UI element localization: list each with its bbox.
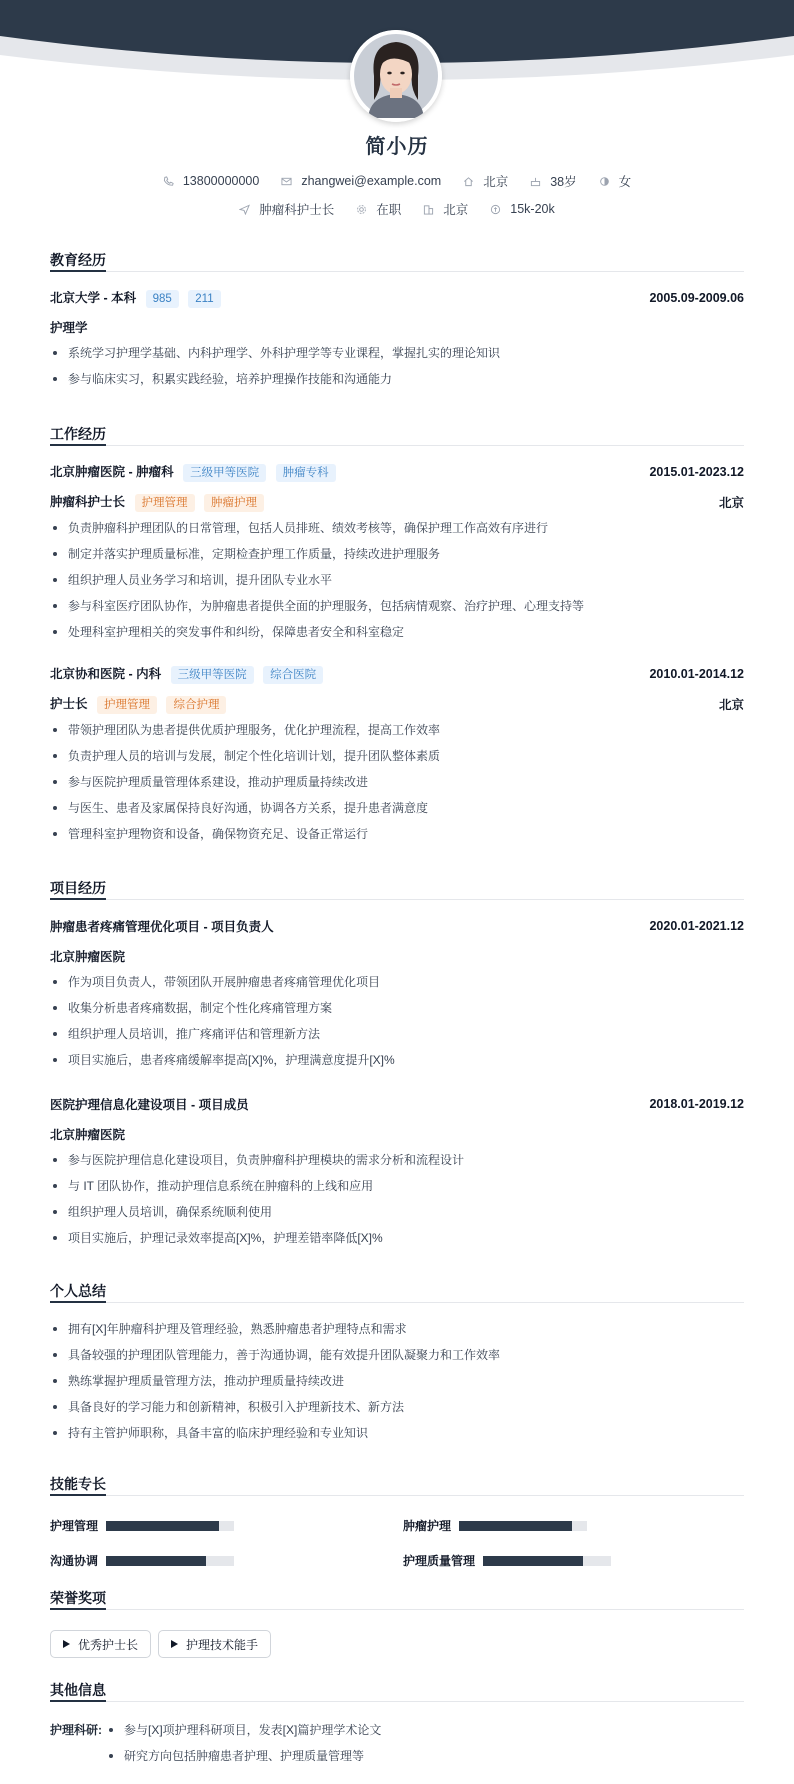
project-org: 北京肿瘤医院 (50, 950, 126, 964)
skill-item: 护理质量管理 (403, 1552, 611, 1569)
company-tag: 综合医院 (263, 666, 323, 684)
gender-icon (599, 176, 610, 187)
age-item (530, 172, 576, 190)
list-item: 项目实施后，护理记录效率提高[X]%，护理差错率降低[X]% (50, 1225, 744, 1251)
section-title: 技能专长 (50, 1473, 744, 1496)
title-item (239, 200, 334, 218)
role-tag: 护理管理 (135, 494, 195, 512)
skill-item: 沟通协调 (50, 1552, 234, 1569)
list-item: 收集分析患者疼痛数据，制定个性化疼痛管理方案 (50, 995, 744, 1021)
email-text: zhangwei@example.com (301, 174, 442, 188)
list-item: 组织护理人员培训，确保系统顺利使用 (50, 1199, 744, 1225)
project-title: 肿瘤患者疼痛管理优化项目 - 项目负责人 (50, 920, 274, 934)
company-tag: 三级甲等医院 (183, 464, 266, 482)
award-badge: 护理技术能手 (158, 1630, 271, 1658)
phone-icon (163, 176, 174, 187)
section-title: 荣誉奖项 (50, 1587, 744, 1610)
project-date: 2020.01-2021.12 (649, 919, 744, 933)
list-item: 拥有[X]年肿瘤科护理及管理经验，熟悉肿瘤患者护理特点和需求 (50, 1316, 744, 1342)
other-label: 护理科研: (50, 1723, 102, 1737)
list-item: 参与医院护理信息化建设项目，负责肿瘤科护理模块的需求分析和流程设计 (50, 1147, 744, 1173)
list-item: 熟练掌握护理质量管理方法，推动护理质量持续改进 (50, 1368, 744, 1394)
list-item: 具备良好的学习能力和创新精神，积极引入护理新技术、新方法 (50, 1394, 744, 1420)
section-title: 其他信息 (50, 1679, 744, 1702)
candidate-name: 简小历 (365, 136, 429, 158)
list-item: 项目实施后，患者疼痛缓解率提高[X]%，护理满意度提升[X]% (50, 1047, 744, 1073)
phone-text: 13800000000 (182, 174, 260, 188)
city-item (463, 172, 508, 190)
role-name: 肿瘤科护士长 护理管理 肿瘤护理 (50, 492, 264, 512)
work-bullets (50, 717, 744, 847)
awards-section (50, 1587, 744, 1610)
list-item: 负责肿瘤科护理团队的日常管理，包括人员排班、绩效考核等，确保护理工作高效有序进行 (50, 515, 744, 541)
work-location: 北京 (718, 698, 744, 712)
skill-bar-fill (483, 1556, 583, 1566)
work-bullets (50, 515, 744, 645)
school-tag: 211 (188, 290, 220, 308)
education-bullets (50, 340, 744, 392)
skill-bar (459, 1521, 587, 1531)
avatar (350, 30, 442, 122)
education-date: 2005.09-2009.06 (649, 291, 744, 305)
list-item: 具备较强的护理团队管理能力，善于沟通协调，能有效提升团队凝聚力和工作效率 (50, 1342, 744, 1368)
company-tag: 肿瘤专科 (276, 464, 336, 482)
list-item: 作为项目负责人，带领团队开展肿瘤患者疼痛管理优化项目 (50, 969, 744, 995)
other-bullets (106, 1717, 706, 1769)
list-item: 参与医院护理质量管理体系建设，推动护理质量持续改进 (50, 769, 744, 795)
section-title: 项目经历 (50, 877, 744, 900)
project-org: 北京肿瘤医院 (50, 1128, 126, 1142)
project-date: 2018.01-2019.12 (649, 1097, 744, 1111)
skill-bar (106, 1521, 234, 1531)
skill-bar-fill (106, 1521, 219, 1531)
role-name: 护士长 护理管理 综合护理 (50, 694, 226, 714)
school-tag: 985 (146, 290, 179, 308)
company-name: 北京肿瘤医院 - 肿瘤科 三级甲等医院 肿瘤专科 (50, 462, 336, 482)
gear-icon (356, 204, 367, 215)
section-title: 工作经历 (50, 423, 744, 446)
major: 护理学 (50, 321, 88, 335)
list-item: 负责护理人员的培训与发展，制定个性化培训计划，提升团队整体素质 (50, 743, 744, 769)
age-text: 38岁 (550, 175, 577, 189)
work-date: 2015.01-2023.12 (649, 465, 744, 479)
list-item: 研究方向包括肿瘤患者护理、护理质量管理等 (106, 1743, 706, 1769)
email-item (281, 174, 441, 188)
work-date: 2010.01-2014.12 (649, 667, 744, 681)
list-item: 组织护理人员培训，推广疼痛评估和管理新方法 (50, 1021, 744, 1047)
list-item: 制定并落实护理质量标准，定期检查护理工作质量，持续改进护理服务 (50, 541, 744, 567)
section-title: 个人总结 (50, 1280, 744, 1303)
status-item (356, 200, 401, 218)
role-tag: 肿瘤护理 (204, 494, 264, 512)
contact-row (0, 172, 794, 190)
salary-item (490, 202, 554, 216)
job-intent-row (0, 200, 794, 218)
target-title-text: 肿瘤科护士长 (259, 203, 335, 217)
gender-text: 女 (618, 175, 632, 189)
skill-item: 护理管理 (50, 1517, 234, 1534)
list-item: 系统学习护理学基础、内科护理学、外科护理学等专业课程，掌握扎实的理论知识 (50, 340, 744, 366)
play-icon (63, 1640, 70, 1648)
list-item: 处理科室护理相关的突发事件和纠纷，保障患者安全和科室稳定 (50, 619, 744, 645)
target-city-text: 北京 (443, 203, 469, 217)
phone-item (163, 174, 259, 188)
skill-bar-fill (106, 1556, 206, 1566)
salary-text: 15k-20k (510, 202, 555, 216)
list-item: 参与科室医疗团队协作，为肿瘤患者提供全面的护理服务，包括病情观察、治疗护理、心理支持等 (50, 593, 744, 619)
gender-item (599, 172, 632, 190)
city-text: 北京 (483, 175, 509, 189)
school-name: 北京大学 - 本科 985 211 (50, 288, 221, 308)
list-item: 持有主管护师职称，具备丰富的临床护理经验和专业知识 (50, 1420, 744, 1446)
list-item: 管理科室护理物资和设备，确保物资充足、设备正常运行 (50, 821, 744, 847)
skill-bar (483, 1556, 611, 1566)
work-location: 北京 (718, 496, 744, 510)
list-item: 组织护理人员业务学习和培训，提升团队专业水平 (50, 567, 744, 593)
skills-section (50, 1473, 744, 1496)
skill-bar-fill (459, 1521, 572, 1531)
list-item: 带领护理团队为患者提供优质护理服务，优化护理流程，提高工作效率 (50, 717, 744, 743)
project-bullets (50, 969, 744, 1073)
section-title: 教育经历 (50, 249, 744, 272)
role-tag: 综合护理 (166, 696, 226, 714)
projects-section (50, 877, 744, 900)
summary-section (50, 1280, 744, 1303)
list-item: 参与[X]项护理科研项目，发表[X]篇护理学术论文 (106, 1717, 706, 1743)
company-name: 北京协和医院 - 内科 三级甲等医院 综合医院 (50, 664, 323, 684)
target-city-item (423, 200, 468, 218)
status-text: 在职 (376, 203, 402, 217)
list-item: 与医生、患者及家属保持良好沟通，协调各方关系，提升患者满意度 (50, 795, 744, 821)
skill-bar (106, 1556, 234, 1566)
education-section (50, 249, 744, 272)
home-icon (463, 176, 474, 187)
send-icon (239, 204, 250, 215)
coin-icon (490, 204, 501, 215)
building-icon (423, 204, 434, 215)
work-section (50, 423, 744, 446)
award-badge: 优秀护士长 (50, 1630, 151, 1658)
list-item: 与 IT 团队协作，推动护理信息系统在肿瘤科的上线和应用 (50, 1173, 744, 1199)
company-tag: 三级甲等医院 (171, 666, 254, 684)
project-title: 医院护理信息化建设项目 - 项目成员 (50, 1098, 249, 1112)
cake-icon (530, 176, 541, 187)
play-icon (171, 1640, 178, 1648)
role-tag: 护理管理 (97, 696, 157, 714)
list-item: 参与临床实习，积累实践经验，培养护理操作技能和沟通能力 (50, 366, 744, 392)
skill-item: 肿瘤护理 (403, 1517, 587, 1534)
other-section (50, 1679, 744, 1702)
project-bullets (50, 1147, 744, 1251)
mail-icon (281, 176, 292, 187)
